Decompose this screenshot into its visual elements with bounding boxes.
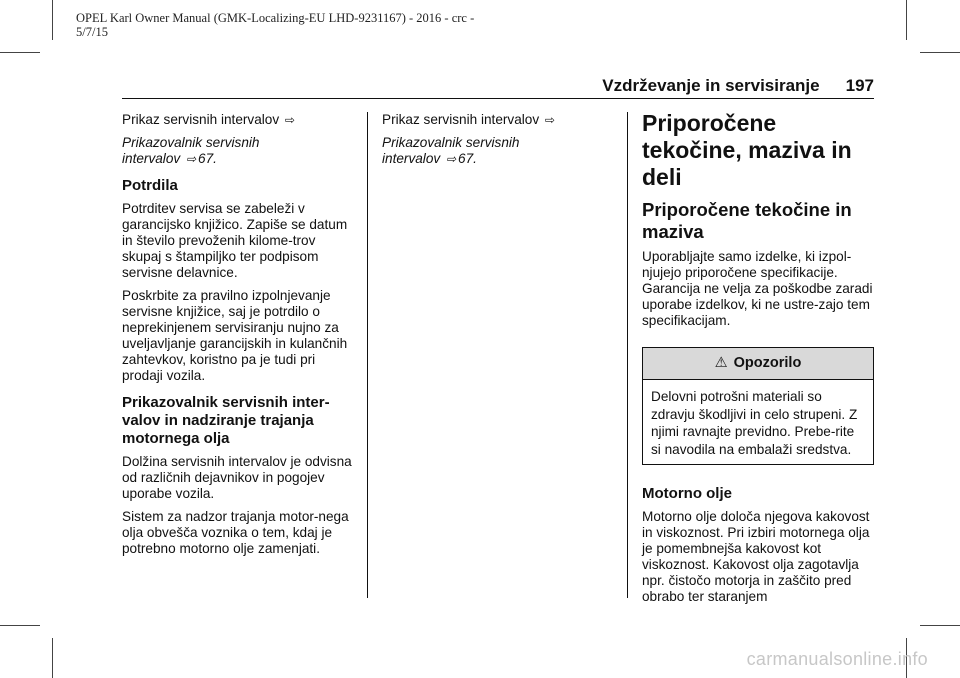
column-divider: [627, 112, 628, 598]
cross-reference: [382, 112, 614, 128]
section-title: Vzdrževanje in servisiranje: [602, 76, 820, 95]
warning-text: Delovni potrošni materiali so zdravju škodljivi in celo strupeni. Z njimi ravnajte previdno. Prebe-rite si navodila na embalaži sredstva.: [651, 389, 858, 457]
paragraph: Sistem za nadzor trajanja motor-nega olja obvešča voznika o tem, kdaj je potrebno motorno olje zamenjati.: [122, 509, 349, 556]
crop-mark-top-left-h: [0, 52, 40, 53]
cross-reference: [122, 112, 358, 128]
paragraph: Poskrbite za pravilno izpolnjevanje servisne knjižice, saj je potrdilo o neprekinjenem servisiranju nujno za uveljavljanje garancijskih in kulančnih zahtevkov, koristno pa je tudi pri prodaji vozila.: [122, 288, 348, 383]
paragraph: Uporabljajte samo izdelke, ki izpol-njujejo priporočene specifikacije. Garancija ne velja za poškodbe zaradi uporabe izdelkov, ki ne ustre-zajo tem specifikacijam.: [642, 249, 873, 328]
ref-target-line1: Prikazovalnik servisnih: [382, 135, 520, 150]
ref-page: 67.: [458, 151, 477, 166]
column-1: [122, 112, 358, 564]
paragraph: Motorno olje določa njegova kakovost in viskoznost. Pri izbiri motornega olja je pomembnejša kakovost kot viskoznost. Kakovost olja zagotavlja npr. čistočo motorja in zaščito pred obrabo ter staranjem: [642, 509, 870, 604]
cross-reference-target[interactable]: [382, 135, 614, 167]
header-rule: [122, 98, 874, 99]
heading-potrdila: Potrdila: [122, 177, 178, 194]
paragraph: Dolžina servisnih intervalov je odvisna od različnih dejavnikov in pogojev uporabe vozila.: [122, 454, 352, 501]
paragraph: Potrditev servisa se zabeleži v garancijsko knjižico. Zapiše se datum in število prevoženih kilome-trov skupaj s štampiljko ter podpisom servisne delavnice.: [122, 201, 348, 280]
crop-mark-bottom-right-h: [920, 625, 960, 626]
print-meta-line1: OPEL Karl Owner Manual (GMK-Localizing-EU LHD-9231167) - 2016 - crc -: [76, 11, 475, 25]
crop-mark-top-right: [906, 0, 907, 40]
heading-service-monitor: Prikazovalnik servisnih inter-valov in nadziranje trajanja motornega olja: [122, 394, 330, 447]
crop-mark-top-left: [52, 0, 53, 40]
ref-page: 67.: [198, 151, 217, 166]
column-2: [382, 112, 614, 174]
reference-arrow-icon: ⇨: [185, 152, 197, 166]
running-header: [560, 76, 874, 96]
warning-title: Opozorilo: [733, 355, 802, 371]
page-number: 197: [845, 76, 874, 95]
reference-arrow-icon: ⇨: [284, 113, 295, 127]
chapter-title: Priporočene tekočine, maziva in deli: [642, 110, 852, 190]
ref-target-line2: intervalov: [122, 151, 181, 166]
warning-header: [643, 348, 873, 380]
warning-icon: ⚠: [714, 355, 728, 371]
warning-box: [642, 347, 874, 465]
crop-mark-bottom-left-h: [0, 625, 40, 626]
ref-label: Prikaz servisnih intervalov: [382, 112, 540, 127]
ref-label: Prikaz servisnih intervalov: [122, 112, 280, 127]
print-meta: [76, 11, 496, 39]
ref-target-line1: Prikazovalnik servisnih: [122, 135, 260, 150]
print-meta-line2: 5/7/15: [76, 25, 108, 39]
crop-mark-top-right-h: [920, 52, 960, 53]
ref-target-line2: intervalov: [382, 151, 441, 166]
section-subtitle: Priporočene tekočine in maziva: [642, 199, 852, 242]
column-3: [642, 112, 874, 612]
heading-motor-oil: Motorno olje: [642, 485, 732, 502]
watermark: carmanualsonline.info: [746, 649, 928, 669]
cross-reference-target[interactable]: [122, 135, 358, 167]
reference-arrow-icon: ⇨: [445, 152, 457, 166]
crop-mark-bottom-left: [52, 638, 53, 678]
reference-arrow-icon: ⇨: [544, 113, 555, 127]
column-divider: [367, 112, 368, 598]
